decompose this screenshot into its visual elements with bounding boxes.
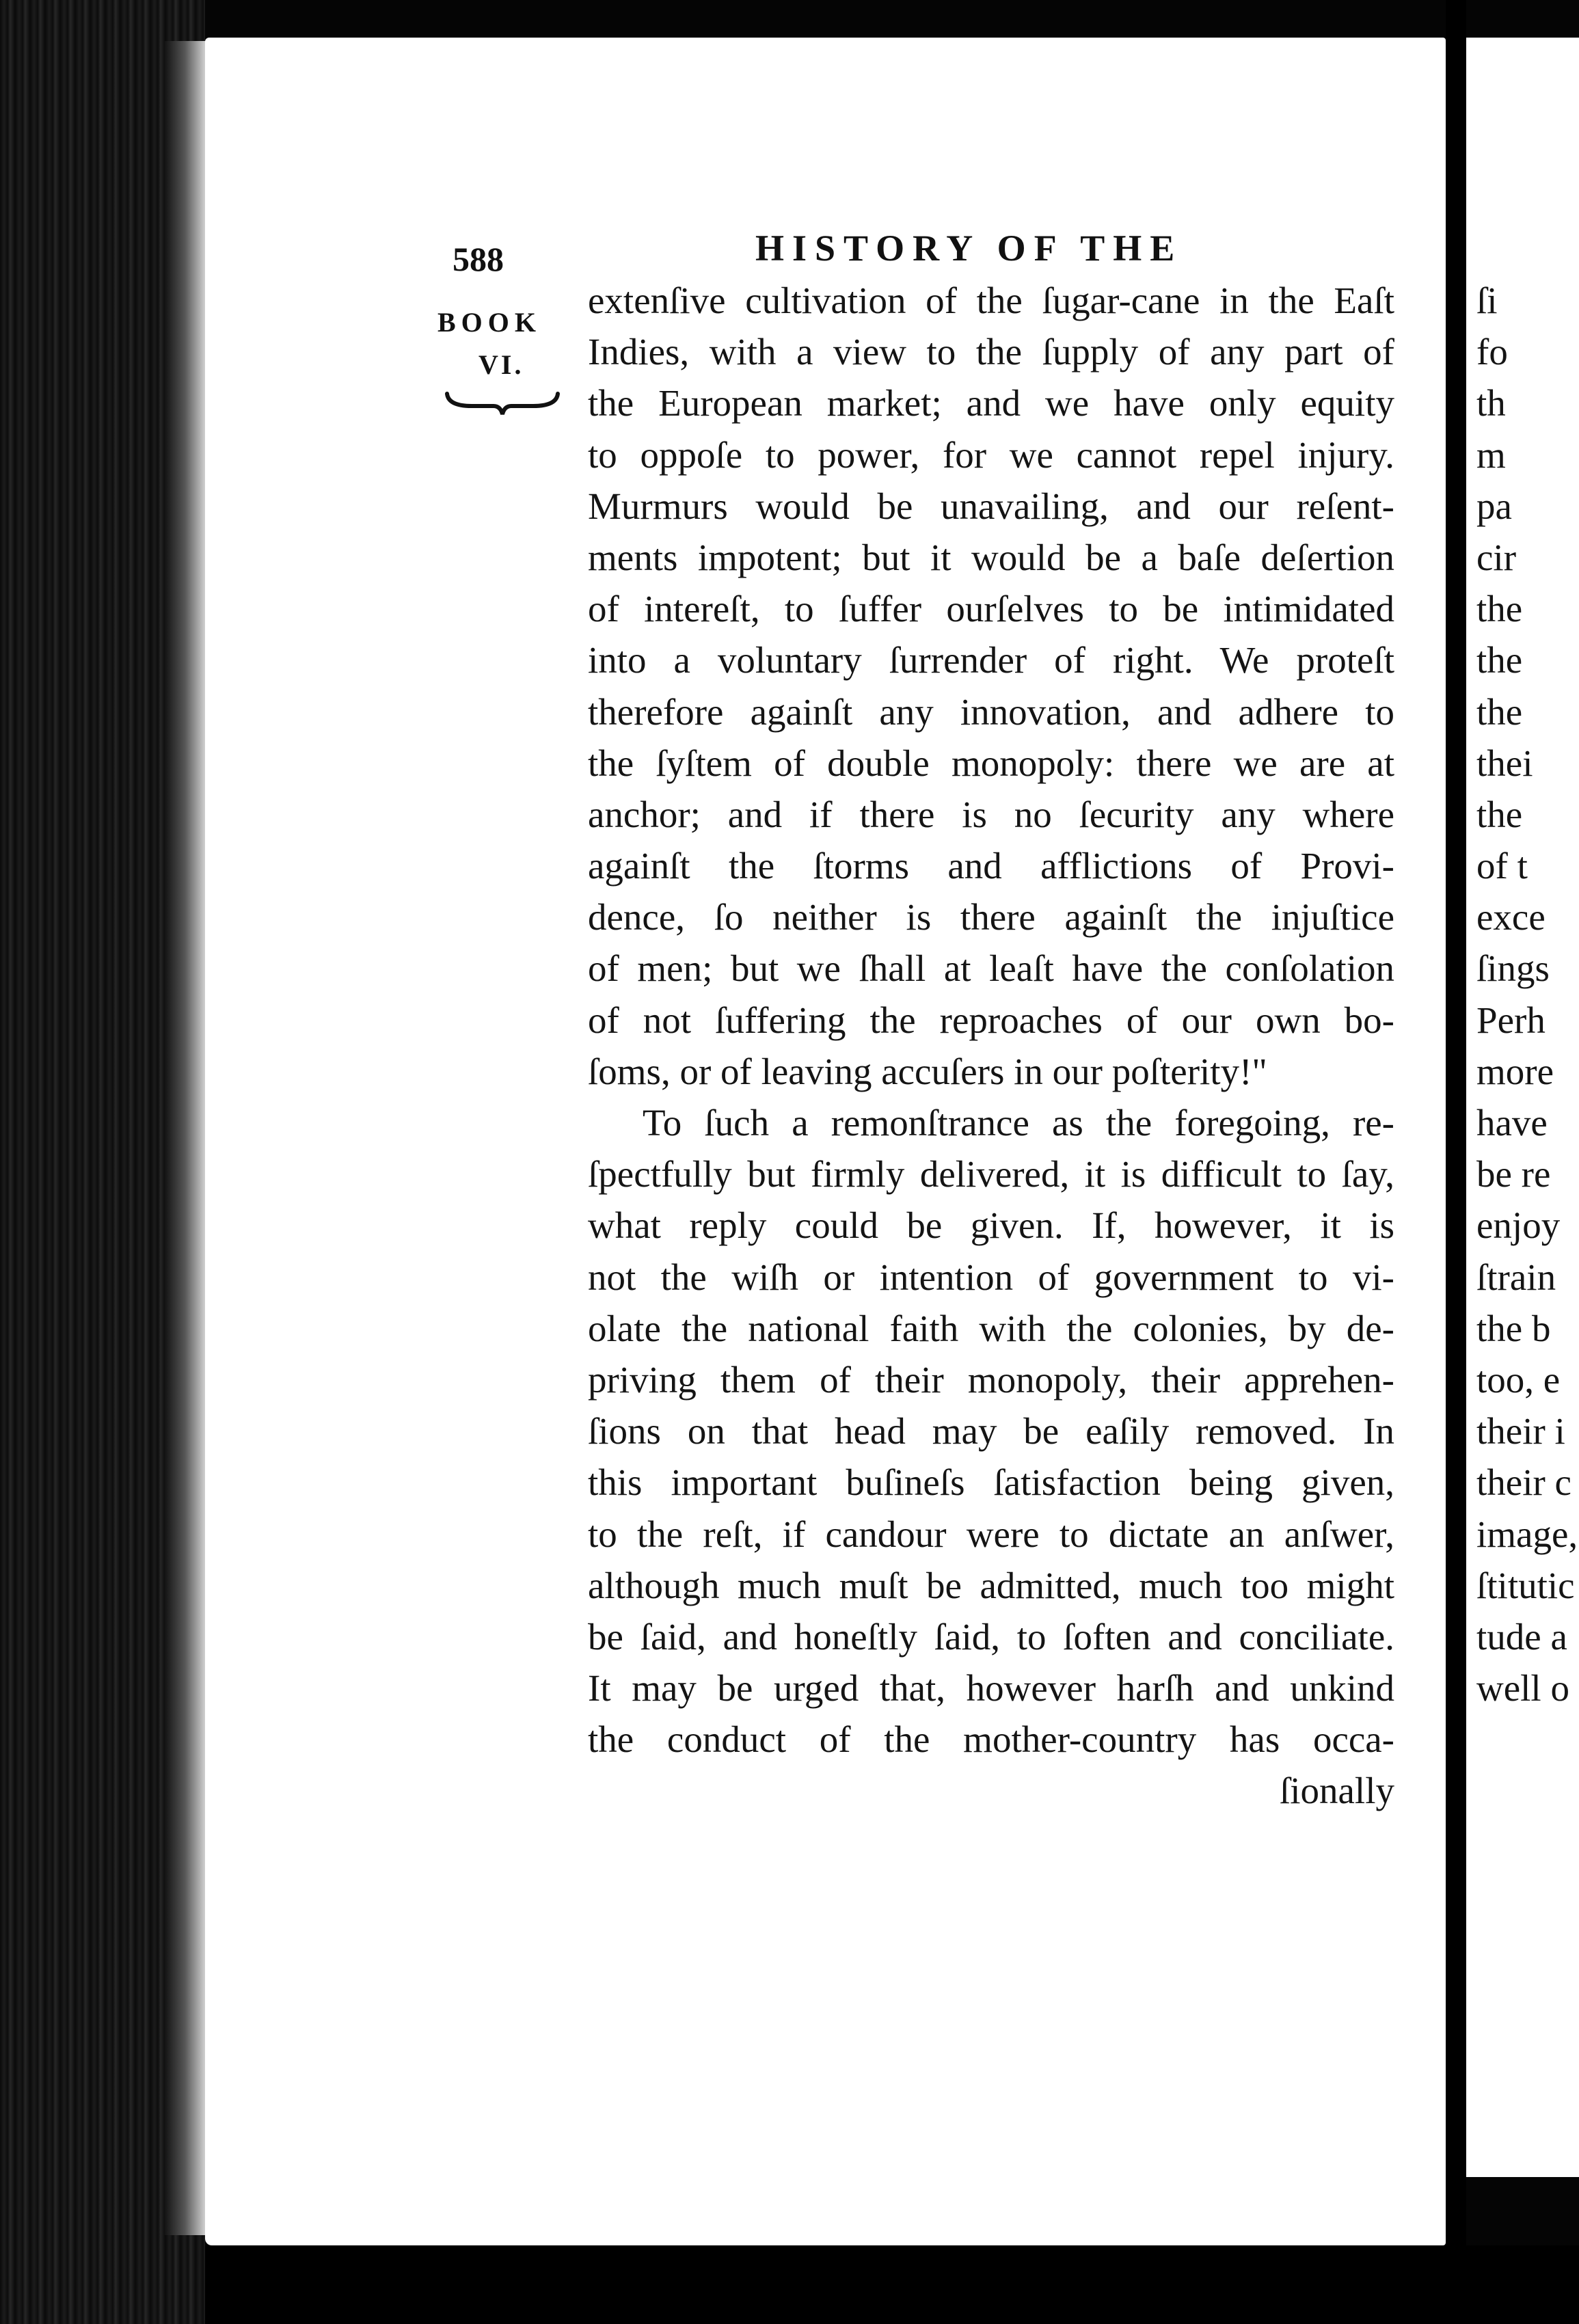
facing-page-fragment: exce [1476, 896, 1546, 938]
text-line: this important buſineſs ſatisfaction being given, [588, 1461, 1394, 1504]
facing-page-fragment: have [1476, 1102, 1548, 1144]
text-line: It may be urged that, however harſh and unkind [588, 1667, 1394, 1710]
facing-page-fragment: m [1476, 433, 1506, 476]
facing-page-fragment: cir [1476, 536, 1517, 578]
text-line: Indies, with a view to the ſupply of any part of [588, 331, 1394, 373]
facing-page-fragment: ſtitutic [1476, 1564, 1575, 1606]
facing-page-fragment: th [1476, 382, 1506, 424]
facing-page-fragment: more [1476, 1050, 1554, 1092]
facing-page-fragment: the [1476, 793, 1523, 835]
text-line: olate the national faith with the colonies, by de- [588, 1307, 1394, 1349]
text-line: to the reſt, if candour were to dictate an anſwer, [588, 1513, 1394, 1555]
scan-bottom-edge [205, 2245, 1579, 2324]
facing-page-fragment: the [1476, 639, 1523, 681]
catchword: ſionally [1279, 1770, 1394, 1812]
running-head: HISTORY OF THE [755, 228, 1183, 269]
text-line: anchor; and if there is no ſecurity any where [588, 793, 1394, 835]
facing-page-fragment: tude a [1476, 1615, 1567, 1658]
text-line: dence, ſo neither is there againſt the injuſtice [588, 896, 1394, 938]
page-curl-shadow [164, 41, 205, 2235]
facing-page-fragment: pa [1476, 485, 1512, 527]
text-line: ſoms, or of leaving accuſers in our poſterity!" [588, 1050, 1267, 1092]
facing-page-fragment: ſings [1476, 947, 1550, 990]
text-line: into a voluntary ſurrender of right. We proteſt [588, 639, 1394, 681]
page-number: 588 [453, 240, 504, 278]
text-line: of intereſt, to ſuffer ourſelves to be intimidated [588, 588, 1394, 630]
facing-page-fragment: their i [1476, 1410, 1565, 1452]
facing-page-fragment: of t [1476, 845, 1528, 887]
text-line: what reply could be given. If, however, it is [588, 1204, 1394, 1247]
facing-page-fragment: ſi [1476, 280, 1498, 321]
body-text [588, 275, 1394, 1817]
text-line: extenſive cultivation of the ſugar-cane in the Eaſt [588, 280, 1394, 321]
text-line: of not ſuffering the reproaches of our own bo- [588, 999, 1394, 1041]
facing-page-fragment: image, [1476, 1513, 1578, 1555]
text-line: of men; but we ſhall at leaſt have the conſolation [588, 947, 1394, 990]
text-line: ments impotent; but it would be a baſe deſertion [588, 536, 1394, 578]
facing-page-fragment: fo [1476, 331, 1508, 373]
facing-page-fragment: enjoy [1476, 1204, 1561, 1247]
text-line: priving them of their monopoly, their apprehen- [588, 1358, 1394, 1401]
text-line: although much muſt be admitted, much too might [588, 1564, 1394, 1606]
margin-book-number: VI. [478, 349, 524, 380]
facing-page-fragment: Perh [1476, 999, 1546, 1041]
facing-page-fragment: the b [1476, 1307, 1551, 1349]
facing-page-fragment: the [1476, 588, 1523, 630]
text-line: ſions on that head may be eaſily removed. In [588, 1410, 1394, 1452]
text-line: therefore againſt any innovation, and adhere to [588, 690, 1394, 733]
facing-page-fragment: their c [1476, 1461, 1571, 1504]
text-line: be ſaid, and honeſtly ſaid, to ſoften and conciliate. [588, 1615, 1394, 1658]
facing-page-text [1476, 275, 1579, 1714]
brace-icon [444, 390, 561, 417]
text-line: againſt the ſtorms and afflictions of Provi- [588, 845, 1394, 887]
facing-page-fragment: thei [1476, 742, 1533, 784]
facing-page-fragment: ſtrain [1476, 1256, 1556, 1298]
text-line: the conduct of the mother-country has occa- [588, 1718, 1394, 1761]
text-line: to oppoſe to power, for we cannot repel injury. [588, 433, 1394, 476]
text-line: To ſuch a remonſtrance as the foregoing, re- [643, 1102, 1394, 1144]
facing-page-fragment: too, e [1476, 1358, 1561, 1401]
text-line: the European market; and we have only equity [588, 382, 1394, 424]
facing-page-fragment: the [1476, 690, 1523, 733]
facing-page-fragment: well o [1476, 1667, 1569, 1710]
margin-book-label: BOOK [437, 307, 542, 338]
text-line: ſpectfully but firmly delivered, it is difficult to ſay, [588, 1153, 1394, 1195]
book-gutter [1446, 0, 1466, 2324]
text-line: not the wiſh or intention of government to vi- [588, 1256, 1394, 1298]
facing-page-fragment: be re [1476, 1153, 1551, 1195]
text-line: the ſyſtem of double monopoly: there we are at [588, 742, 1394, 784]
text-line: Murmurs would be unavailing, and our reſent- [588, 485, 1394, 527]
